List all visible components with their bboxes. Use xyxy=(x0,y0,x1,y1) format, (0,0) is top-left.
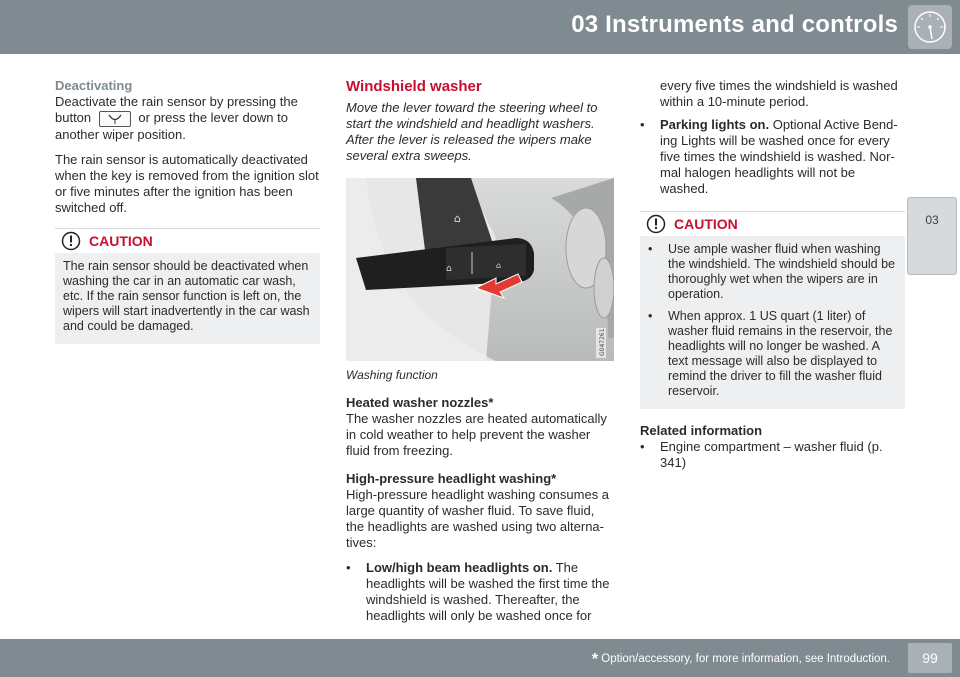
footer-note xyxy=(592,651,890,669)
heated-nozzles-text: The washer nozzles are heated automatically in cold weather to help prevent the washer fluid from freezing. xyxy=(346,411,607,458)
heated-nozzles-heading: Heated washer nozzles* xyxy=(346,395,494,410)
svg-text:⌂: ⌂ xyxy=(496,261,502,270)
page-header xyxy=(0,0,960,54)
caution-label: CAUTION xyxy=(674,216,738,232)
warning-icon xyxy=(61,231,81,251)
warning-icon xyxy=(646,214,666,234)
svg-text:⌂: ⌂ xyxy=(454,212,461,225)
footnote-star: * xyxy=(591,651,599,668)
washing-function-illustration xyxy=(346,178,614,361)
caution-list-item xyxy=(648,309,897,399)
bullet-bold-lead: Parking lights on. xyxy=(660,117,770,132)
bullet-text xyxy=(660,117,905,197)
rain-sensor-button-icon xyxy=(99,111,131,127)
bullet-dot: • xyxy=(640,439,645,454)
deactivate-paragraph xyxy=(55,94,320,143)
bullet-body: Optional Active Bend-ing Lights will be washed once for every five times the windshield is washed. Nor-mal halogen headlights will not be washed. xyxy=(660,117,898,196)
bullet-dot: • xyxy=(648,309,653,323)
caution-header xyxy=(640,212,905,236)
right-column xyxy=(640,78,905,478)
caution-text: The rain sensor should be deactivated when washing the car in an automatic car wash, etc. If the rain sensor function is left on, the wipers will start inadvertently in the car wash and could be damaged. xyxy=(63,258,310,333)
chapter-title: 03 Instruments and controls xyxy=(571,11,898,38)
middle-column xyxy=(346,78,614,631)
caution-item-text: Use ample washer fluid when washing the windshield. The windshield should be thoroughly wet when the wipers are in operation. xyxy=(668,242,896,301)
deactivate-text-start: Deactivate the rain sensor by pressing the button xyxy=(55,94,298,125)
footnote-text: Option/accessory, for more information, see Introduction. xyxy=(601,653,890,665)
caution-list-item xyxy=(648,242,897,302)
figure-code: G047261 xyxy=(599,328,606,356)
continuation-text: every five times the windshield is washed within a 10-minute period. xyxy=(660,78,898,109)
list-item xyxy=(640,117,905,197)
bullet-dot: • xyxy=(346,560,351,575)
svg-text:⌂: ⌂ xyxy=(446,264,452,274)
related-link[interactable]: Engine compartment – washer fluid (p. 341) xyxy=(660,439,883,470)
bullet-dot: • xyxy=(640,117,645,132)
bullet-text xyxy=(366,560,614,624)
deactivate-text-end: or press the lever down to another wiper position. xyxy=(55,110,288,142)
deactivating-heading: Deactivating xyxy=(55,78,133,93)
windshield-washer-heading: Windshield washer xyxy=(346,78,482,95)
caution-header xyxy=(55,229,320,253)
related-info-heading: Related information xyxy=(640,423,763,438)
caution-label: CAUTION xyxy=(89,232,153,249)
figure-caption: Washing function xyxy=(346,368,438,382)
list-item xyxy=(346,560,614,624)
bullet-bold-lead: Low/high beam headlights on. xyxy=(366,560,553,575)
page-footer xyxy=(0,639,960,677)
hp-washing-heading: High-pressure headlight washing* xyxy=(346,471,557,486)
chapter-side-tab[interactable] xyxy=(907,197,957,275)
bullet-spacer xyxy=(640,78,660,110)
left-column xyxy=(55,78,320,344)
list-item-continuation xyxy=(640,78,905,110)
page-number: 99 xyxy=(908,643,952,673)
chapter-tab-label: 03 xyxy=(925,213,939,227)
caution-box-washer-fluid xyxy=(640,211,905,409)
bullet-body: The headlights will be washed the first time the windshield is washed. Thereafter, the headlights will only be washed once for xyxy=(366,560,610,623)
windshield-washer-intro: Move the lever toward the steering wheel to start the windshield and headlight washers. After the lever is released the wipers make several extra sweeps. xyxy=(346,100,598,163)
related-link-item[interactable] xyxy=(640,439,905,471)
bullet-dot: • xyxy=(648,242,653,256)
caution-item-text: When approx. 1 US quart (1 liter) of washer fluid remains in the reservoir, the headlights will no longer be washed. A text message will also be displayed to remind the driver to fill the washer fluid reservoir. xyxy=(668,309,893,398)
caution-box-rain-sensor xyxy=(55,228,320,344)
speedometer-icon xyxy=(908,5,952,49)
auto-deactivate-paragraph: The rain sensor is automatically deactivated when the key is removed from the ignition slot or five minutes after the ignition has been switched off. xyxy=(55,151,319,215)
hp-washing-text: High-pressure headlight washing consumes a large quantity of washer fluid. To save fluid, the headlights are washed using two alterna-tives: xyxy=(346,487,610,550)
